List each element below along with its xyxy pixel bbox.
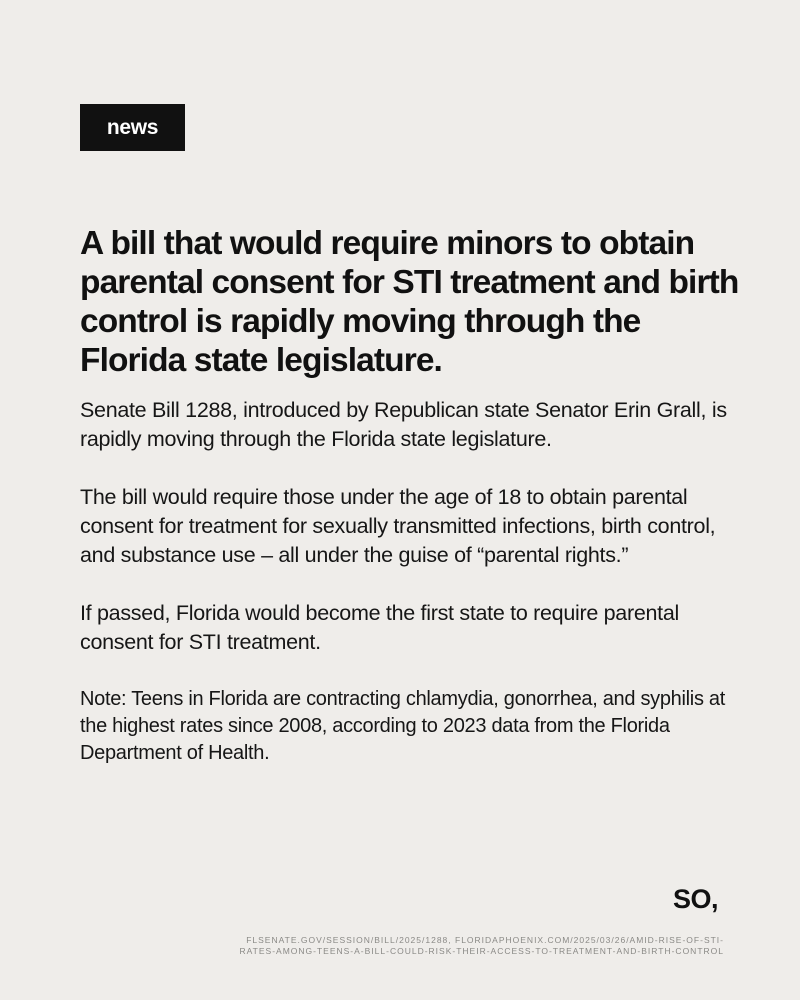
paragraph-if-passed: If passed, Florida would become the first state to require parental consent for STI treatment. (80, 601, 679, 654)
brand-logo: SO, (672, 884, 718, 914)
sources-line-1: FLSENATE.GOV/SESSION/BILL/2025/1288, FLORIDAPHOENIX.COM/2025/03/26/AMID-RISE-OF-STI- (246, 935, 724, 945)
paragraph-bill-requirements: The bill would require those under the age of 18 to obtain parental consent for treatment for sexually transmitted infections, birth control, and substance use – all under the guise of “parental rights.” (80, 485, 716, 567)
sources-line-2: RATES-AMONG-TEENS-A-BILL-COULD-RISK-THEIR-ACCESS-TO-TREATMENT-AND-BIRTH-CONTROL (239, 946, 724, 956)
article-body (80, 396, 740, 767)
news-tag: news (80, 104, 185, 151)
headline: A bill that would require minors to obtain parental consent for STI treatment and birth control is rapidly moving through the Florida state legislature. (80, 225, 739, 379)
paragraph-bill-intro: Senate Bill 1288, introduced by Republican state Senator Erin Grall, is rapidly moving through the Florida state legislature. (80, 398, 727, 451)
sources-citation (64, 935, 724, 957)
note-paragraph: Note: Teens in Florida are contracting chlamydia, gonorrhea, and syphilis at the highest rates since 2008, according to 2023 data from the Florida Department of Health. (80, 688, 725, 764)
